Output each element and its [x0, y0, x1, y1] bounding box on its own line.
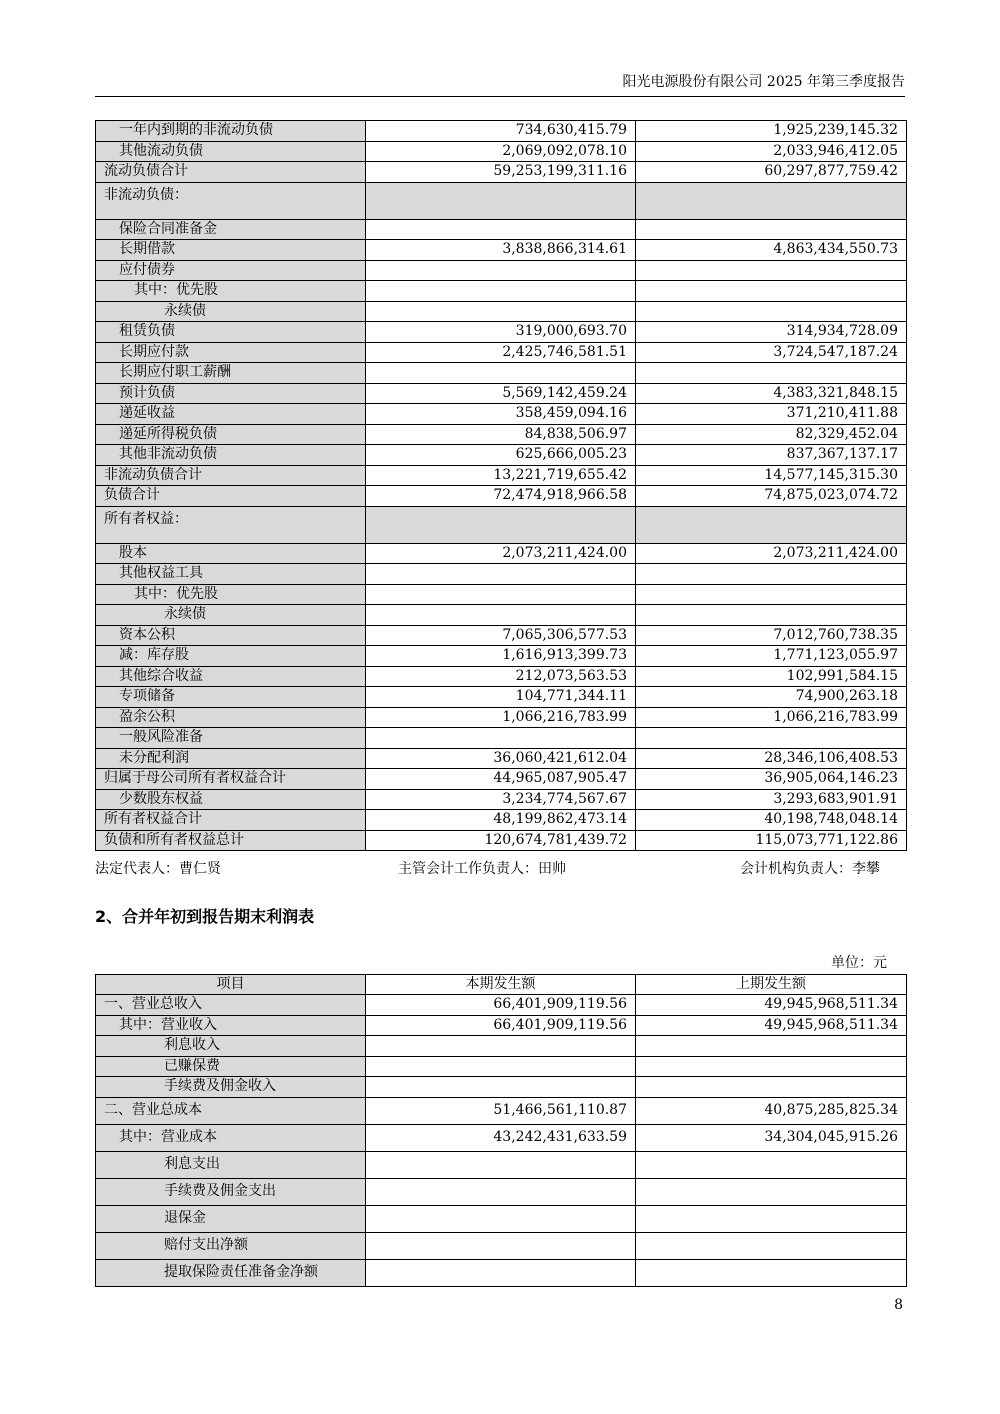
previous-value: 36,905,064,146.23 [636, 769, 907, 790]
table-row [96, 404, 907, 425]
row-label: 所有者权益合计 [96, 810, 366, 831]
previous-value [636, 728, 907, 749]
table-row [96, 830, 907, 851]
current-value: 48,199,862,473.14 [366, 810, 636, 831]
current-value [366, 1056, 636, 1077]
previous-value: 2,033,946,412.05 [636, 141, 907, 162]
header-previous: 上期发生额 [636, 975, 907, 995]
table-row [96, 1259, 907, 1286]
current-value: 1,066,216,783.99 [366, 707, 636, 728]
previous-value: 1,925,239,145.32 [636, 121, 907, 142]
current-value [366, 1077, 636, 1098]
row-label: 流动负债合计 [96, 162, 366, 183]
previous-value [636, 1178, 907, 1205]
table-row [96, 506, 907, 543]
row-label: 盈余公积 [96, 707, 366, 728]
previous-value: 40,198,748,048.14 [636, 810, 907, 831]
table-row [96, 1151, 907, 1178]
previous-value: 371,210,411.88 [636, 404, 907, 425]
current-value [366, 1232, 636, 1259]
previous-value: 837,367,137.17 [636, 445, 907, 466]
current-value [366, 182, 636, 219]
table-row [96, 260, 907, 281]
row-label: 其他流动负债 [96, 141, 366, 162]
row-label: 未分配利润 [96, 748, 366, 769]
previous-value [636, 363, 907, 384]
row-label: 长期应付款 [96, 342, 366, 363]
current-value: 84,838,506.97 [366, 424, 636, 445]
row-label: 赔付支出净额 [96, 1232, 366, 1259]
table-row [96, 666, 907, 687]
page-header [95, 72, 905, 97]
previous-value [636, 605, 907, 626]
table-row [96, 584, 907, 605]
previous-value [636, 1232, 907, 1259]
row-label: 其中：营业收入 [96, 1015, 366, 1036]
report-title: 阳光电源股份有限公司 2025 年第三季度报告 [622, 74, 905, 90]
row-label: 永续债 [96, 605, 366, 626]
balance-sheet-table [95, 120, 907, 851]
row-label: 长期借款 [96, 240, 366, 261]
current-value [366, 1036, 636, 1057]
row-label: 一般风险准备 [96, 728, 366, 749]
table-row [96, 219, 907, 240]
current-value [366, 1151, 636, 1178]
table-row [96, 445, 907, 466]
accounting-head: 主管会计工作负责人：田帅 [398, 861, 566, 877]
row-label: 其他综合收益 [96, 666, 366, 687]
row-label: 非流动负债合计 [96, 465, 366, 486]
row-label: 已赚保费 [96, 1056, 366, 1077]
previous-value: 49,945,968,511.34 [636, 995, 907, 1016]
accounting-agency-head: 会计机构负责人：李攀 [740, 861, 880, 877]
current-value: 5,569,142,459.24 [366, 383, 636, 404]
table-row [96, 363, 907, 384]
current-value [366, 1259, 636, 1286]
legal-representative: 法定代表人：曹仁贤 [95, 861, 221, 877]
row-label: 其中：优先股 [96, 281, 366, 302]
table-row [96, 1077, 907, 1098]
current-value: 625,666,005.23 [366, 445, 636, 466]
current-value: 66,401,909,119.56 [366, 1015, 636, 1036]
previous-value: 74,875,023,074.72 [636, 486, 907, 507]
row-label: 其中：优先股 [96, 584, 366, 605]
current-value: 212,073,563.53 [366, 666, 636, 687]
table-row [96, 810, 907, 831]
previous-value [636, 1151, 907, 1178]
previous-value [636, 1056, 907, 1077]
current-value: 734,630,415.79 [366, 121, 636, 142]
current-value [366, 301, 636, 322]
current-value: 2,069,092,078.10 [366, 141, 636, 162]
table-row [96, 1056, 907, 1077]
previous-value: 4,383,321,848.15 [636, 383, 907, 404]
row-label: 归属于母公司所有者权益合计 [96, 769, 366, 790]
current-value [366, 363, 636, 384]
previous-value [636, 564, 907, 585]
previous-value: 314,934,728.09 [636, 322, 907, 343]
table-row [96, 687, 907, 708]
previous-value [636, 301, 907, 322]
current-value: 358,459,094.16 [366, 404, 636, 425]
section-title: 2、合并年初到报告期末利润表 [95, 907, 315, 926]
table-row [96, 728, 907, 749]
table-row [96, 543, 907, 564]
current-value [366, 506, 636, 543]
current-value: 13,221,719,655.42 [366, 465, 636, 486]
current-value: 43,242,431,633.59 [366, 1124, 636, 1151]
table-row [96, 1232, 907, 1259]
previous-value: 82,329,452.04 [636, 424, 907, 445]
previous-value [636, 584, 907, 605]
previous-value: 3,724,547,187.24 [636, 342, 907, 363]
table-row [96, 121, 907, 142]
row-label: 保险合同准备金 [96, 219, 366, 240]
current-value: 104,771,344.11 [366, 687, 636, 708]
current-value [366, 260, 636, 281]
page-number: 8 [894, 1297, 903, 1313]
table-row [96, 342, 907, 363]
previous-value: 2,073,211,424.00 [636, 543, 907, 564]
table-row [96, 564, 907, 585]
row-label: 永续债 [96, 301, 366, 322]
current-value: 36,060,421,612.04 [366, 748, 636, 769]
row-label: 所有者权益： [96, 506, 366, 543]
table-row [96, 465, 907, 486]
current-value: 72,474,918,966.58 [366, 486, 636, 507]
header-item: 项目 [96, 975, 366, 995]
table-row [96, 486, 907, 507]
current-value: 2,073,211,424.00 [366, 543, 636, 564]
previous-value: 14,577,145,315.30 [636, 465, 907, 486]
current-value: 44,965,087,905.47 [366, 769, 636, 790]
table-row [96, 646, 907, 667]
previous-value: 3,293,683,901.91 [636, 789, 907, 810]
table-row [96, 625, 907, 646]
row-label: 应付债券 [96, 260, 366, 281]
table-row [96, 182, 907, 219]
previous-value [636, 281, 907, 302]
table-row [96, 240, 907, 261]
table-row [96, 1097, 907, 1124]
row-label: 退保金 [96, 1205, 366, 1232]
row-label: 手续费及佣金支出 [96, 1178, 366, 1205]
row-label: 其中：营业成本 [96, 1124, 366, 1151]
current-value [366, 728, 636, 749]
row-label: 少数股东权益 [96, 789, 366, 810]
current-value: 2,425,746,581.51 [366, 342, 636, 363]
row-label: 一、营业总收入 [96, 995, 366, 1016]
current-value: 3,838,866,314.61 [366, 240, 636, 261]
table-row [96, 281, 907, 302]
previous-value: 4,863,434,550.73 [636, 240, 907, 261]
row-label: 利息支出 [96, 1151, 366, 1178]
current-value [366, 584, 636, 605]
table-row [96, 141, 907, 162]
row-label: 股本 [96, 543, 366, 564]
current-value [366, 605, 636, 626]
current-value: 3,234,774,567.67 [366, 789, 636, 810]
previous-value: 49,945,968,511.34 [636, 1015, 907, 1036]
current-value: 120,674,781,439.72 [366, 830, 636, 851]
table-row [96, 769, 907, 790]
table-row [96, 301, 907, 322]
current-value: 59,253,199,311.16 [366, 162, 636, 183]
row-label: 非流动负债： [96, 182, 366, 219]
row-label: 其他权益工具 [96, 564, 366, 585]
previous-value: 1,066,216,783.99 [636, 707, 907, 728]
row-label: 利息收入 [96, 1036, 366, 1057]
current-value: 319,000,693.70 [366, 322, 636, 343]
current-value [366, 1205, 636, 1232]
row-label: 一年内到期的非流动负债 [96, 121, 366, 142]
row-label: 专项储备 [96, 687, 366, 708]
unit-label: 单位：元 [831, 955, 887, 971]
row-label: 长期应付职工薪酬 [96, 363, 366, 384]
previous-value [636, 1036, 907, 1057]
previous-value: 28,346,106,408.53 [636, 748, 907, 769]
table-row [96, 162, 907, 183]
current-value [366, 564, 636, 585]
header-current: 本期发生额 [366, 975, 636, 995]
table-row [96, 605, 907, 626]
previous-value [636, 1205, 907, 1232]
table-row [96, 748, 907, 769]
row-label: 租赁负债 [96, 322, 366, 343]
current-value: 66,401,909,119.56 [366, 995, 636, 1016]
table-row [96, 1124, 907, 1151]
table-row [96, 707, 907, 728]
previous-value: 115,073,771,122.86 [636, 830, 907, 851]
previous-value [636, 219, 907, 240]
table-row [96, 424, 907, 445]
previous-value: 7,012,760,738.35 [636, 625, 907, 646]
table-row [96, 1178, 907, 1205]
previous-value: 74,900,263.18 [636, 687, 907, 708]
current-value: 1,616,913,399.73 [366, 646, 636, 667]
table-row [96, 1036, 907, 1057]
income-statement-table [95, 974, 907, 1287]
previous-value [636, 260, 907, 281]
row-label: 减：库存股 [96, 646, 366, 667]
row-label: 负债合计 [96, 486, 366, 507]
row-label: 预计负债 [96, 383, 366, 404]
table-row [96, 383, 907, 404]
previous-value: 60,297,877,759.42 [636, 162, 907, 183]
table-row [96, 1015, 907, 1036]
previous-value: 1,771,123,055.97 [636, 646, 907, 667]
previous-value: 34,304,045,915.26 [636, 1124, 907, 1151]
current-value [366, 1178, 636, 1205]
previous-value: 40,875,285,825.34 [636, 1097, 907, 1124]
previous-value [636, 506, 907, 543]
row-label: 递延收益 [96, 404, 366, 425]
table-header-row [96, 975, 907, 995]
row-label: 二、营业总成本 [96, 1097, 366, 1124]
table-row [96, 1205, 907, 1232]
table-row [96, 995, 907, 1016]
previous-value: 102,991,584.15 [636, 666, 907, 687]
current-value: 51,466,561,110.87 [366, 1097, 636, 1124]
row-label: 资本公积 [96, 625, 366, 646]
row-label: 手续费及佣金收入 [96, 1077, 366, 1098]
row-label: 递延所得税负债 [96, 424, 366, 445]
table-row [96, 789, 907, 810]
row-label: 提取保险责任准备金净额 [96, 1259, 366, 1286]
current-value [366, 281, 636, 302]
previous-value [636, 182, 907, 219]
previous-value [636, 1077, 907, 1098]
current-value: 7,065,306,577.53 [366, 625, 636, 646]
current-value [366, 219, 636, 240]
row-label: 其他非流动负债 [96, 445, 366, 466]
row-label: 负债和所有者权益总计 [96, 830, 366, 851]
previous-value [636, 1259, 907, 1286]
table-row [96, 322, 907, 343]
